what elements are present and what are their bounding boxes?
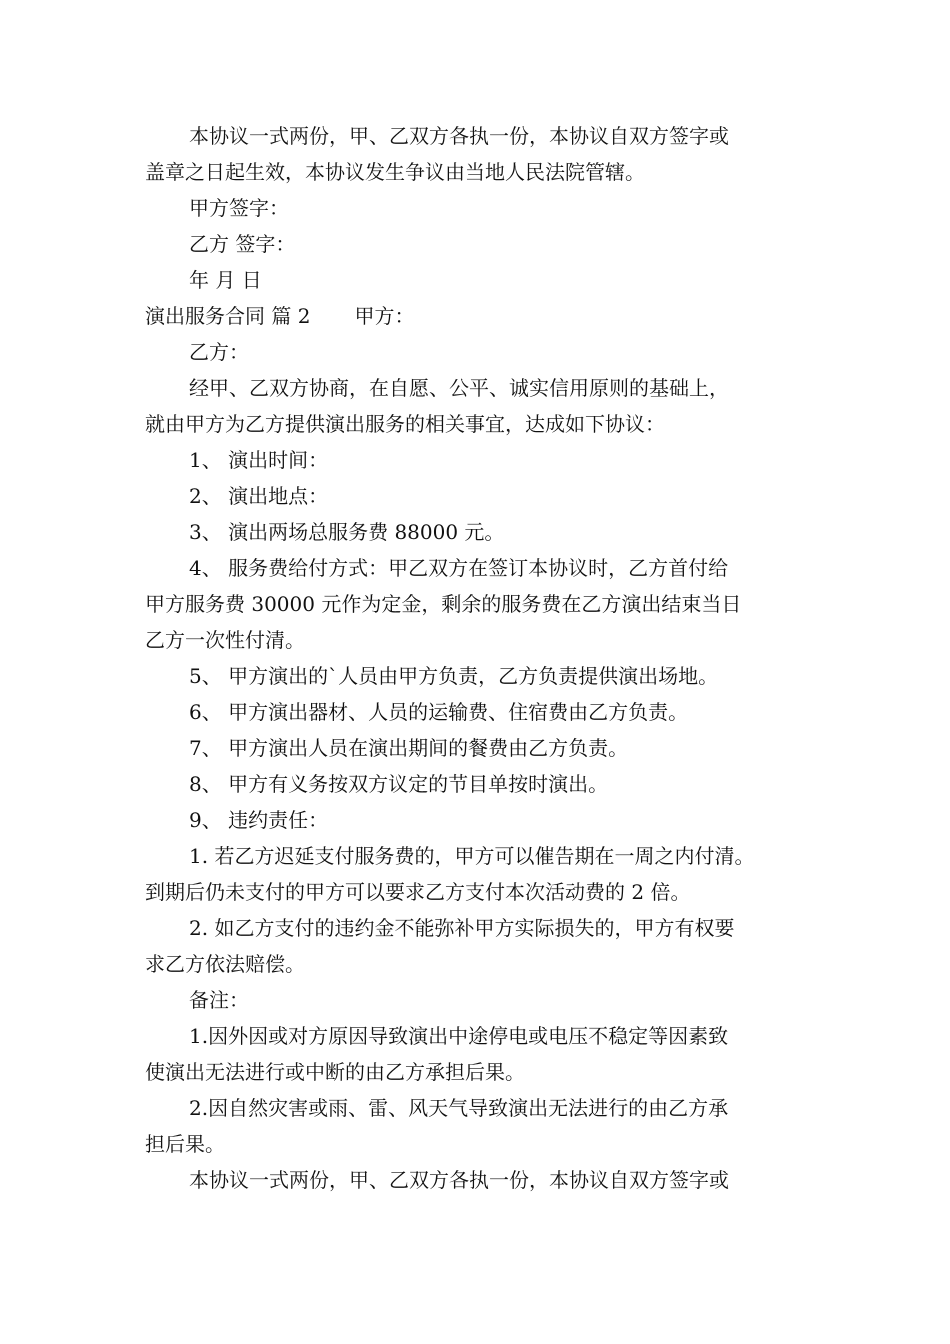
document-line: 到期后仍未支付的甲方可以要求乙方支付本次活动费的 2 倍。 [145, 880, 691, 904]
document-line: 2. 如乙方支付的违约金不能弥补甲方实际损失的，甲方有权要 [189, 916, 735, 940]
document-line: 甲方服务费 30000 元作为定金，剩余的服务费在乙方演出结束当日 [145, 592, 742, 616]
document-line: 担后果。 [145, 1132, 225, 1156]
document-line: 8、 甲方有义务按双方议定的节目单按时演出。 [189, 772, 609, 796]
document-line: 盖章之日起生效，本协议发生争议由当地人民法院管辖。 [145, 160, 645, 184]
document-body [145, 118, 825, 1198]
contract-terms-section [145, 334, 825, 1198]
document-line: 乙方 签字： [189, 232, 296, 256]
document-line: 备注： [189, 988, 249, 1012]
document-line: 6、 甲方演出器材、人员的运输费、住宿费由乙方负责。 [189, 700, 689, 724]
document-line: 1.因外因或对方原因导致演出中途停电或电压不稳定等因素致 [189, 1024, 729, 1048]
document-line: 2、 演出地点： [189, 484, 329, 508]
document-line: 甲方签字： [189, 196, 289, 220]
contract-title: 演出服务合同 篇 2 [145, 304, 311, 328]
document-line: 求乙方依法赔偿。 [145, 952, 305, 976]
document-line: 就由甲方为乙方提供演出服务的相关事宜，达成如下协议： [145, 412, 665, 436]
document-line: 5、 甲方演出的`人员由甲方负责，乙方负责提供演出场地。 [189, 664, 719, 688]
document-line: 4、 服务费给付方式：甲乙双方在签订本协议时，乙方首付给 [189, 556, 729, 580]
document-line: 1、 演出时间： [189, 448, 329, 472]
document-line: 乙方： [189, 340, 249, 364]
document-line: 9、 违约责任： [189, 808, 329, 832]
document-line: 3、 演出两场总服务费 88000 元。 [189, 520, 505, 544]
document-line: 乙方一次性付清。 [145, 628, 305, 652]
document-line: 本协议一式两份，甲、乙双方各执一份，本协议自双方签字或 [189, 124, 729, 148]
document-line: 使演出无法进行或中断的由乙方承担后果。 [145, 1060, 525, 1084]
document-line: 1. 若乙方迟延支付服务费的，甲方可以催告期在一周之内付清。 [189, 844, 755, 868]
document-line: 7、 甲方演出人员在演出期间的餐费由乙方负责。 [189, 736, 629, 760]
document-line: 本协议一式两份，甲、乙双方各执一份，本协议自双方签字或 [189, 1168, 729, 1192]
party-a-label: 甲方： [354, 304, 415, 328]
document-line: 2.因自然灾害或雨、雷、风天气导致演出无法进行的由乙方承 [189, 1096, 729, 1120]
contract-heading-line [145, 298, 825, 334]
agreement-closing-section [145, 118, 825, 298]
document-line: 年 月 日 [189, 268, 262, 292]
document-line: 经甲、乙双方协商，在自愿、公平、诚实信用原则的基础上， [189, 376, 729, 400]
